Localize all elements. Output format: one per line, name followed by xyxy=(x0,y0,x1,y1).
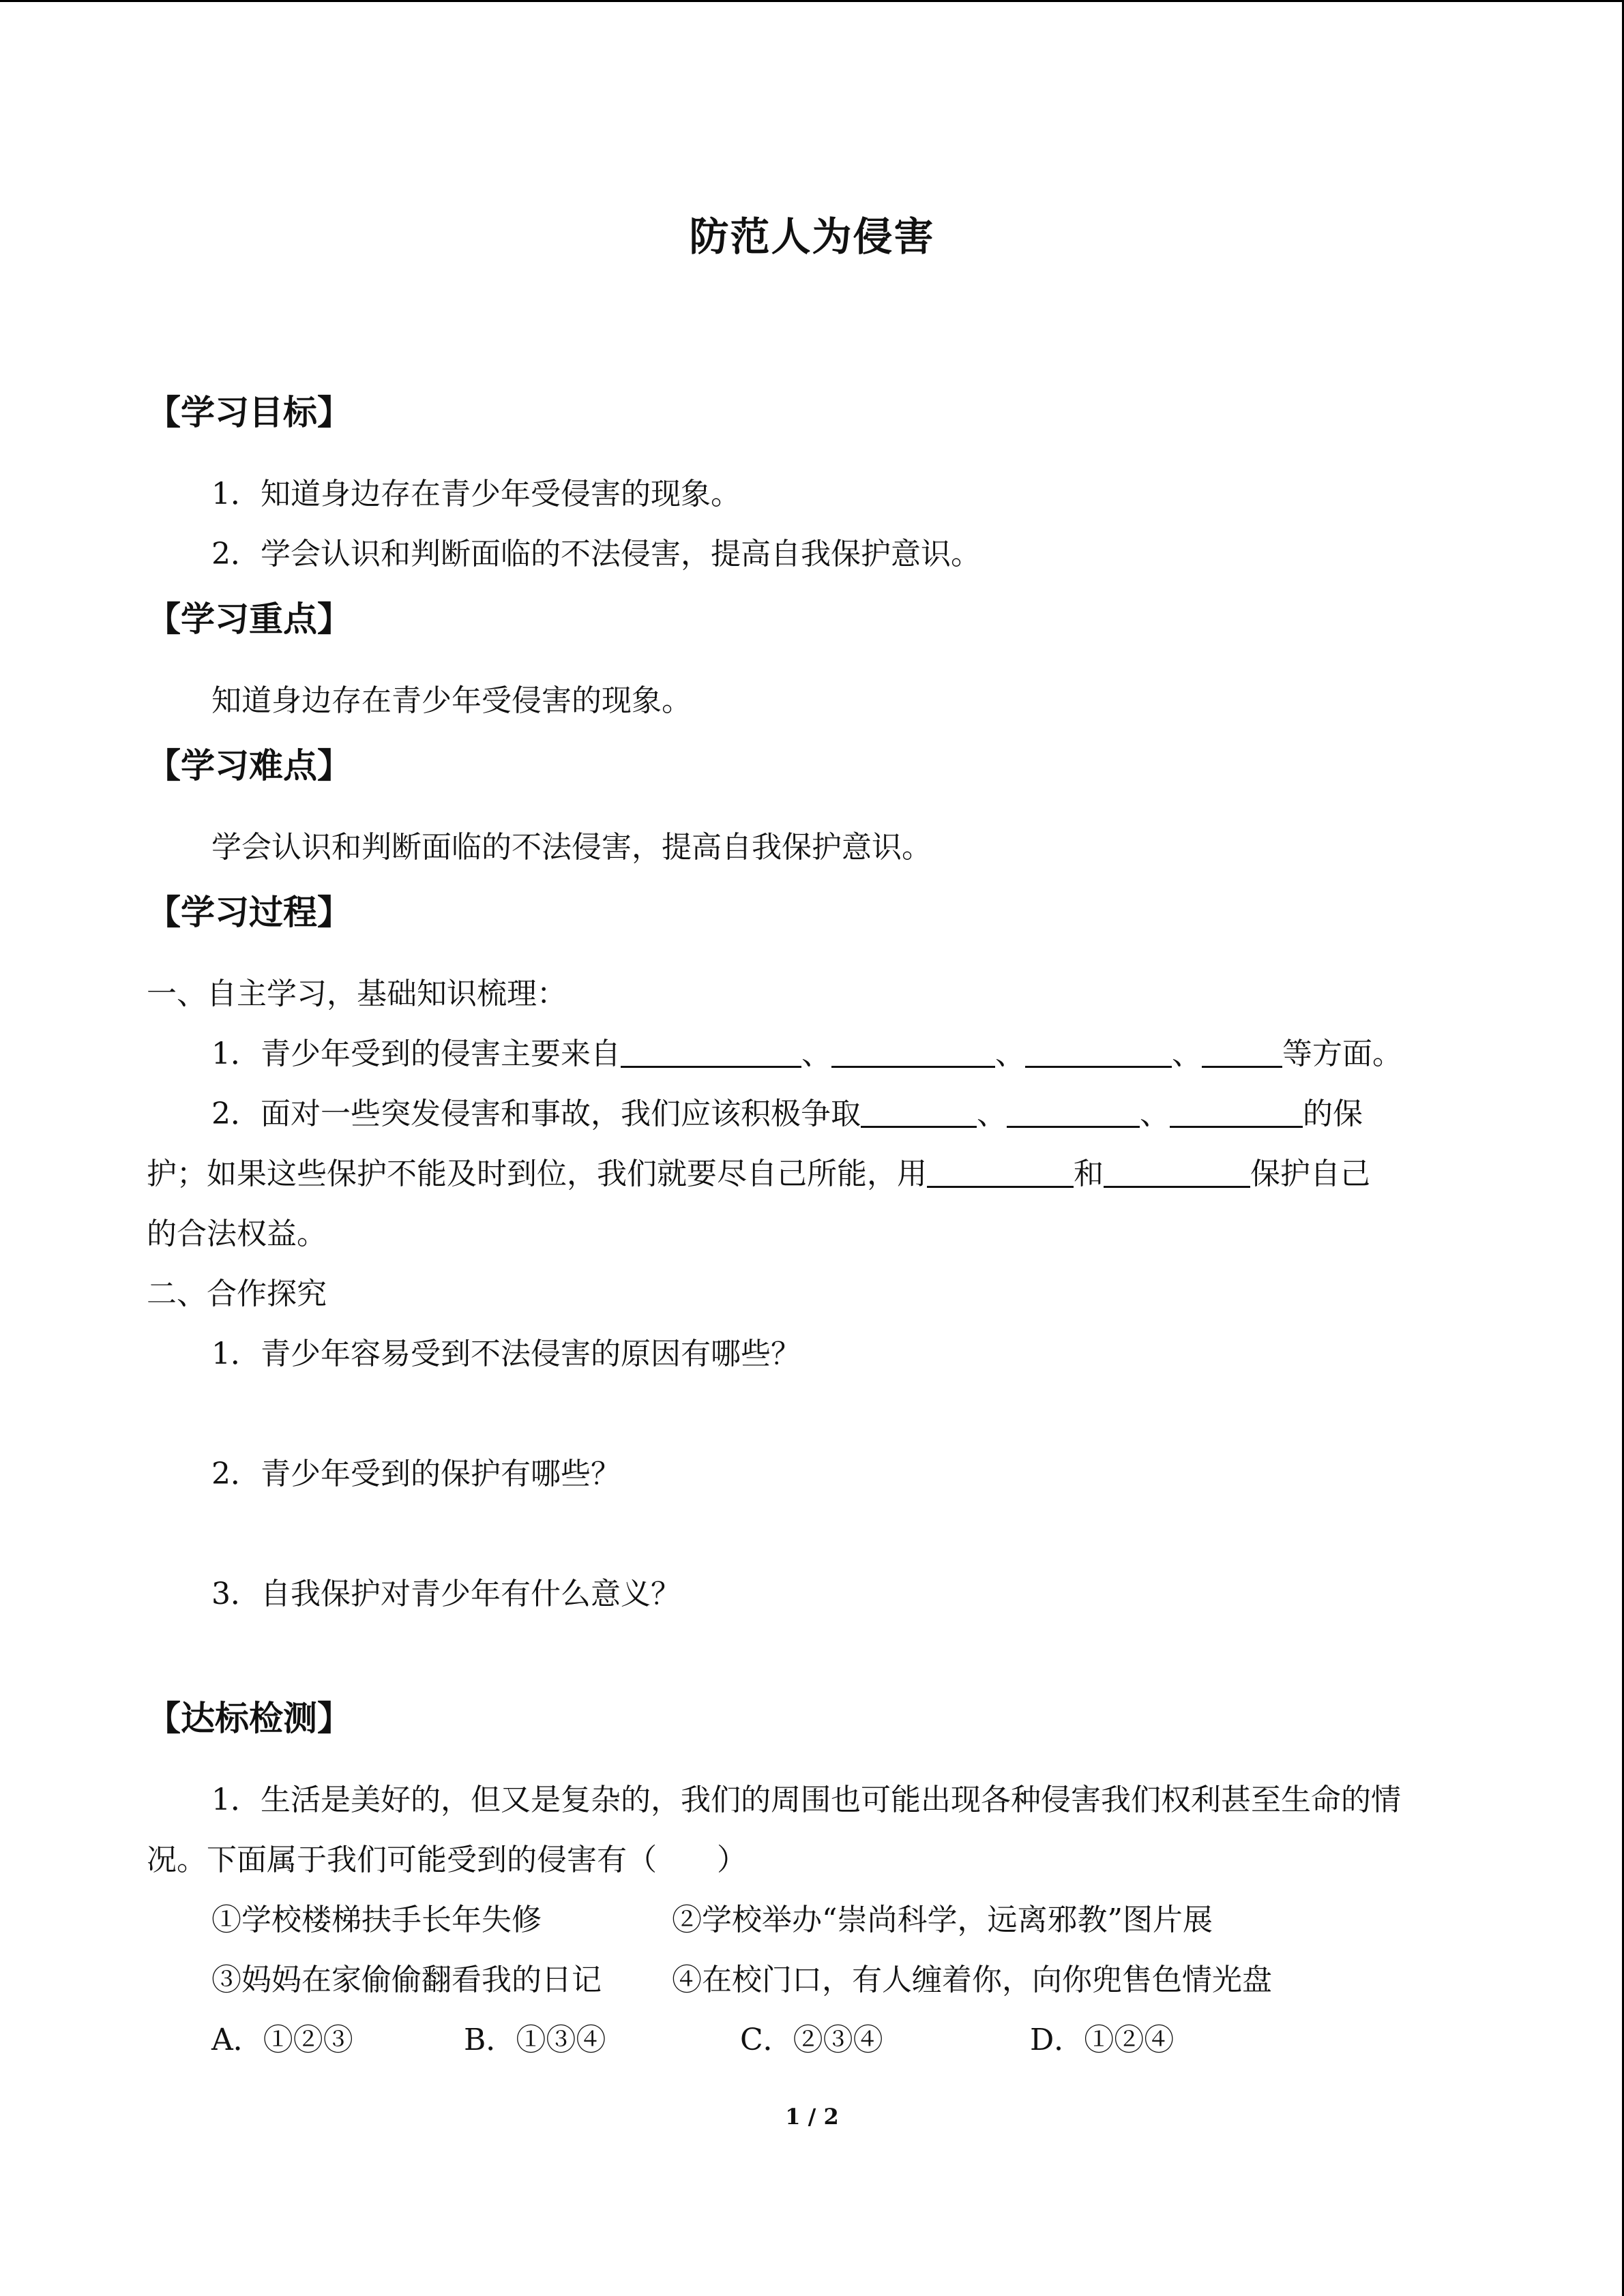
test-item-3: ③妈妈在家偷偷翻看我的日记 xyxy=(211,1963,602,1997)
answer-blank[interactable] xyxy=(621,1036,801,1068)
difficulty-text: 学会认识和判断面临的不法侵害，提高自我保护意识。 xyxy=(211,830,932,865)
option-d[interactable]: D．①②④ xyxy=(1030,2023,1175,2057)
q2-mid: 的保 xyxy=(1303,1097,1363,1131)
difficulty-heading: 【学习难点】 xyxy=(147,746,351,786)
test-item-4: ④在校门口，有人缠着你，向你兜售色情光盘 xyxy=(672,1963,1272,1997)
separator: 、 xyxy=(977,1097,1007,1131)
page-number: 1 / 2 xyxy=(785,2104,839,2130)
separator: 、 xyxy=(1140,1097,1170,1131)
part1-title: 一、自主学习，基础知识梳理： xyxy=(147,976,567,1011)
test-item-2: ②学校举办“崇尚科学，远离邪教”图片展 xyxy=(672,1903,1213,1937)
answer-blank[interactable] xyxy=(1104,1156,1250,1188)
question-2-line-3: 的合法权益。 xyxy=(147,1217,327,1251)
answer-blank[interactable] xyxy=(861,1096,977,1128)
goals-heading: 【学习目标】 xyxy=(147,393,351,432)
part2-title: 二、合作探究 xyxy=(147,1277,327,1311)
coop-question-2: 2．青少年受到的保护有哪些？ xyxy=(211,1457,621,1491)
page-border-top xyxy=(0,0,1624,2)
answer-blank[interactable] xyxy=(1170,1096,1303,1128)
option-c[interactable]: C．②③④ xyxy=(740,2023,883,2057)
separator: 、 xyxy=(1172,1037,1202,1071)
answer-blank[interactable] xyxy=(1007,1096,1140,1128)
answer-blank[interactable] xyxy=(831,1036,995,1068)
q2-line2-prefix: 护；如果这些保护不能及时到位，我们就要尽自己所能，用 xyxy=(147,1157,927,1191)
answer-blank[interactable] xyxy=(1025,1036,1172,1068)
coop-question-3: 3．自我保护对青少年有什么意义？ xyxy=(211,1577,681,1611)
option-a[interactable]: A．①②③ xyxy=(211,2023,353,2057)
q2-line2-suffix: 保护自己 xyxy=(1250,1157,1370,1191)
q1-prefix: 1．青少年受到的侵害主要来自 xyxy=(211,1037,621,1071)
test-item-1: ①学校楼梯扶手长年失修 xyxy=(211,1903,542,1937)
question-1 xyxy=(211,1034,1402,1075)
goal-item-2: 2．学会认识和判断面临的不法侵害，提高自我保护意识。 xyxy=(211,537,981,571)
coop-question-1: 1．青少年容易受到不法侵害的原因有哪些？ xyxy=(211,1337,801,1371)
goal-item-1: 1．知道身边存在青少年受侵害的现象。 xyxy=(211,477,741,511)
q2-prefix: 2．面对一些突发侵害和事故，我们应该积极争取 xyxy=(211,1097,861,1131)
answer-blank[interactable] xyxy=(927,1156,1074,1188)
question-2-line-2 xyxy=(147,1154,1370,1195)
process-heading: 【学习过程】 xyxy=(147,893,351,932)
separator: 、 xyxy=(995,1037,1025,1071)
test-question-1-line-2: 况。下面属于我们可能受到的侵害有（ ） xyxy=(147,1843,747,1877)
separator: 、 xyxy=(801,1037,831,1071)
test-question-1-line-1: 1．生活是美好的，但又是复杂的，我们的周围也可能出现各种侵害我们权利甚至生命的情 xyxy=(211,1783,1401,1817)
key-heading: 【学习重点】 xyxy=(147,599,351,639)
key-text: 知道身边存在青少年受侵害的现象。 xyxy=(211,683,692,718)
test-heading: 【达标检测】 xyxy=(147,1699,351,1738)
option-b[interactable]: B．①③④ xyxy=(464,2023,606,2057)
q1-suffix: 等方面。 xyxy=(1282,1037,1402,1071)
answer-blank[interactable] xyxy=(1202,1036,1282,1068)
question-2-line-1 xyxy=(211,1094,1363,1135)
page-title: 防范人为侵害 xyxy=(689,213,935,260)
q2-and: 和 xyxy=(1074,1157,1104,1191)
